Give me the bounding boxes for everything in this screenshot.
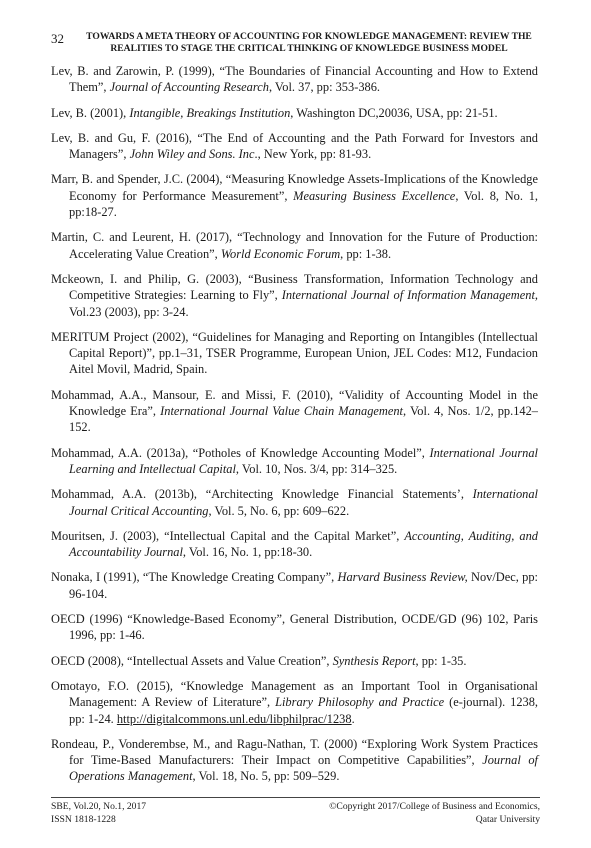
reference-source-title: Intangible, Breakings Institution: [129, 105, 291, 120]
reference-entry: [51, 611, 538, 644]
footer-copyright-line-1: ©Copyright 2017/College of Business and Economics,: [329, 801, 540, 812]
reference-text: Marr, B. and Spender, J.C. (2004), “Measuring Knowledge Assets-Implications of the Knowledge Economy for Performance Measurement”,: [51, 172, 538, 203]
reference-text: MERITUM Project (2002), “Guidelines for Managing and Reporting on Intangibles (Intellectual Capital Report)”, pp.1–31, TSER Programme, European Union, JEL Codes: M12, Fundacion Aitel Movil, Madrid, Spain.: [51, 329, 538, 377]
reference-entry: [51, 528, 538, 561]
reference-text: Lev, B. and Zarowin, P. (1999), “The Boundaries of Financial Accounting and How to Extend Them”,: [51, 64, 538, 95]
running-head-line-2: REALITIES TO STAGE THE CRITICAL THINKING OF KNOWLEDGE BUSINESS MODEL: [110, 43, 508, 54]
reference-text: , Vol. 18, No. 5, pp: 509–529.: [192, 769, 340, 784]
reference-text: OECD (1996) “Knowledge-Based Economy”, General Distribution, OCDE/GD (96) 102, Paris 1996, pp: 1-46.: [51, 612, 538, 643]
reference-entry: [51, 63, 538, 96]
footer-journal-volume: SBE, Vol.20, No.1, 2017: [51, 801, 147, 812]
reference-source-title: Journal of Operations Management: [69, 753, 538, 784]
reference-text: , Vol. 5, No. 6, pp: 609–622.: [208, 503, 350, 518]
page-number: 32: [51, 31, 64, 46]
reference-source-title: Library Philosophy and Practice: [275, 695, 445, 710]
reference-source-title: International Journal of Information Management,: [281, 288, 538, 303]
reference-text: , Vol. 4, Nos. 1/2, pp.142–152.: [69, 404, 539, 435]
reference-text: Mohammad, A.A. (2013a), “Potholes of Knowledge Accounting Model”,: [51, 445, 430, 460]
reference-text: Mckeown, I. and Philip, G. (2003), “Business Transformation, Information Technology and Competitive Strategies: Learning to Fly”,: [51, 271, 538, 303]
reference-source-title: Harvard Business Review,: [337, 570, 468, 585]
reference-entry: [51, 130, 538, 163]
reference-text: OECD (2008), “Intellectual Assets and Value Creation”,: [51, 653, 333, 668]
reference-source-title: International Journal Value Chain Management: [160, 404, 403, 419]
reference-text: Rondeau, P., Vonderembse, M., and Ragu-Nathan, T. (2000) “Exploring Work System Practices for Time-Based Manufacturers: Their Impact on Competitive Capabilities”,: [51, 736, 538, 768]
reference-link[interactable]: http://digitalcommons.unl.edu/libphilprac/1238: [116, 711, 352, 726]
reference-entry: [51, 445, 538, 478]
reference-text: Omotayo, F.O. (2015), “Knowledge Management as an Important Tool in Organisational Management: A Review of Literature”,: [51, 678, 538, 710]
reference-source-title: Synthesis Report: [332, 653, 416, 668]
reference-text: Vol.23 (2003), pp: 3-24.: [69, 304, 189, 319]
reference-text: Lev, B. and Gu, F. (2016), “The End of Accounting and the Path Forward for Investors and Managers”,: [51, 130, 538, 162]
reference-text: , Vol. 16, No. 1, pp:18-30.: [182, 545, 313, 560]
reference-text: .: [351, 711, 355, 726]
reference-entry: [51, 271, 538, 320]
reference-source-title: International Journal Learning and Intellectual Capital: [69, 445, 538, 476]
reference-source-title: Measuring Business Excellence: [293, 188, 456, 203]
reference-text: ., New York, pp: 81-93.: [254, 147, 372, 162]
footer-divider: [51, 797, 540, 798]
reference-text: Martin, C. and Leurent, H. (2017), “Technology and Innovation for the Future of Production: Accelerating Value Creation”,: [51, 230, 538, 261]
reference-entry: [51, 569, 538, 602]
reference-source-title: International Journal Critical Accounting: [69, 487, 538, 518]
reference-entry: [51, 171, 538, 220]
reference-text: Mohammad, A.A. (2013b), “Architecting Knowledge Financial Statements’,: [51, 487, 473, 502]
footer-copyright-line-2: Qatar University: [475, 813, 540, 825]
reference-entry: [51, 229, 538, 262]
reference-text: , Vol. 8, No. 1, pp:18-27.: [69, 188, 538, 220]
reference-text: Lev, B. (2001),: [51, 105, 130, 120]
reference-entry: [51, 486, 538, 519]
reference-source-title: Accounting, Auditing, and Accountability Journal: [69, 528, 538, 560]
footer-journal-info: [51, 801, 146, 826]
reference-text: , Washington DC,20036, USA, pp: 21-51.: [290, 105, 498, 120]
reference-entry: [51, 653, 538, 669]
running-head-line-1: TOWARDS A META THEORY OF ACCOUNTING FOR KNOWLEDGE MANAGEMENT: REVIEW THE: [86, 31, 532, 42]
reference-source-title: World Economic Forum: [220, 246, 341, 261]
reference-text: , pp: 1-35.: [415, 653, 467, 668]
reference-list: [51, 63, 538, 794]
reference-text: Nonaka, I (1991), “The Knowledge Creating Company”,: [51, 570, 338, 585]
footer-copyright: [329, 801, 540, 826]
reference-text: , Vol. 10, Nos. 3/4, pp: 314–325.: [235, 461, 398, 476]
reference-entry: [51, 329, 538, 378]
reference-text: Mouritsen, J. (2003), “Intellectual Capital and the Capital Market”,: [51, 528, 405, 543]
reference-entry: [51, 678, 538, 727]
reference-text: , Vol. 37, pp: 353-386.: [268, 80, 381, 95]
reference-text: Mohammad, A.A., Mansour, E. and Missi, F. (2010), “Validity of Accounting Model in the Knowledge Era”,: [51, 387, 538, 419]
reference-source-title: John Wiley and Sons. Inc: [129, 147, 255, 162]
reference-source-title: Journal of Accounting Research: [109, 80, 269, 95]
reference-text: Nov/Dec, pp: 96-104.: [69, 570, 538, 601]
reference-text: (e-journal). 1238, pp: 1-24.: [69, 695, 538, 726]
footer-issn: ISSN 1818-1228: [51, 813, 116, 825]
reference-entry: [51, 736, 538, 785]
reference-entry: [51, 387, 538, 436]
reference-text: , pp: 1-38.: [340, 246, 392, 261]
reference-entry: [51, 105, 538, 121]
running-head: [78, 31, 540, 55]
